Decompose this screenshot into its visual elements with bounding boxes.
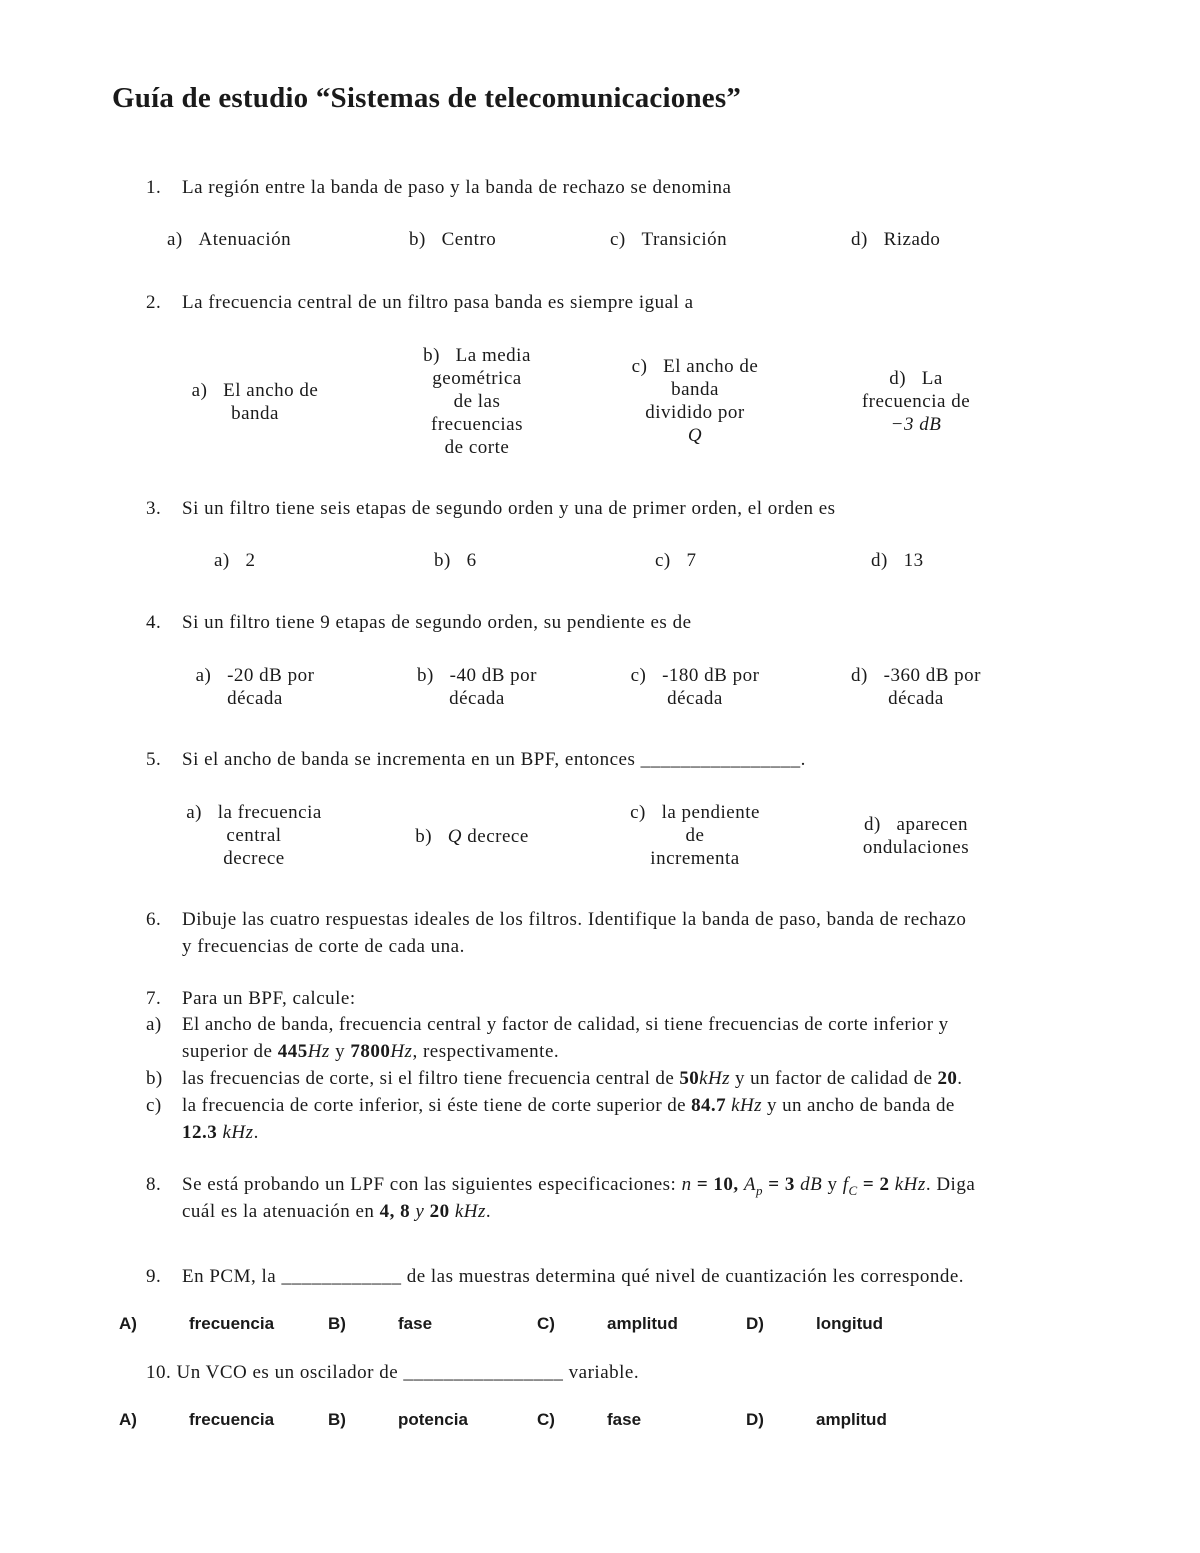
question-text: La frecuencia central de un filtro pasa banda es siempre igual a: [182, 292, 694, 313]
part-letter: c): [146, 1095, 162, 1116]
question-text: La región entre la banda de paso y la banda de rechazo se denomina: [182, 177, 732, 198]
option-text: -180 dB por: [662, 665, 760, 686]
part-letter: b): [146, 1068, 163, 1089]
math-subscript: C: [848, 1182, 858, 1198]
option-text: Transición: [641, 229, 728, 250]
part-text: la frecuencia de corte inferior, si éste tiene de corte superior de: [182, 1095, 686, 1116]
option-letter: c): [610, 229, 626, 250]
question-text: y: [827, 1174, 838, 1195]
option-text: década: [449, 688, 505, 709]
question-5: [146, 749, 806, 771]
question-number: 8.: [146, 1174, 162, 1195]
math-value: 20: [429, 1201, 450, 1222]
question-number: 9.: [146, 1266, 162, 1287]
option-letter: a): [214, 550, 230, 571]
page-title: Guía de estudio “Sistemas de telecomunicaciones”: [112, 82, 742, 114]
math-value: 84.7: [691, 1095, 726, 1116]
math-value: 12.3: [182, 1122, 218, 1143]
option-text: -360 dB por: [883, 665, 981, 686]
q7-part-c: [146, 1095, 955, 1117]
option-letter: c): [630, 802, 646, 823]
q1-option-b: [409, 229, 496, 251]
option-letter: c): [655, 550, 671, 571]
option-letter: c): [630, 665, 647, 686]
question-number: 6.: [146, 909, 162, 930]
question-8: [146, 1174, 975, 1199]
option-letter: a): [191, 380, 208, 401]
q3-option-a: [214, 550, 256, 572]
option-letter: c): [631, 356, 648, 377]
q10-option-a: frecuencia: [189, 1410, 275, 1429]
math-unit: Hz: [390, 1041, 413, 1062]
question-text: de las muestras determina qué nivel de cuantización les corresponde.: [406, 1266, 965, 1287]
option-letter: d): [871, 550, 888, 571]
question-text: .: [485, 1201, 492, 1222]
q10-option-c-letter: C): [537, 1410, 555, 1429]
option-text: de corte: [444, 437, 510, 458]
question-4: [146, 612, 692, 634]
question-number: 7.: [146, 988, 162, 1009]
q1-option-d: [851, 229, 940, 251]
q9-option-a: frecuencia: [189, 1314, 275, 1333]
option-text: Atenuación: [198, 229, 292, 250]
q7-part-a: [146, 1014, 949, 1036]
option-text: frecuencias: [431, 414, 523, 435]
q5-option-c: [570, 801, 820, 870]
q2-option-b: [372, 344, 582, 459]
question-text: Si un filtro tiene seis etapas de segundo orden y una de primer orden, el orden es: [182, 498, 836, 519]
math-symbol: n: [681, 1174, 692, 1195]
math-unit: Hz: [307, 1041, 330, 1062]
option-text: decrece: [467, 826, 529, 847]
math-value: = 10,: [696, 1174, 739, 1195]
part-text: las frecuencias de corte, si el filtro tiene frecuencia central de: [182, 1068, 675, 1089]
q4-option-d: [811, 664, 1021, 710]
option-text: década: [667, 688, 723, 709]
option-text: -20 dB por: [227, 665, 315, 686]
answer-blank: ____________: [281, 1266, 402, 1287]
math-value: = 3: [768, 1174, 795, 1195]
question-text: Se está probando un LPF con las siguientes especificaciones:: [182, 1174, 677, 1195]
part-text: superior de: [182, 1041, 273, 1062]
math-unit: kHz: [894, 1174, 926, 1195]
question-number: 3.: [146, 498, 162, 519]
q2-option-d: [811, 367, 1021, 436]
option-letter: a): [195, 665, 212, 686]
question-text: Si el ancho de banda se incrementa en un BPF, entonces ________________.: [182, 749, 806, 770]
part-text: El ancho de banda, frecuencia central y factor de calidad, si tiene frecuencias de corte inferior y: [182, 1014, 949, 1035]
q1-option-c: [610, 229, 727, 251]
option-letter: a): [167, 229, 183, 250]
math-unit: dB: [800, 1174, 823, 1195]
question-1: [146, 177, 731, 199]
answer-blank: ________________: [403, 1362, 564, 1383]
option-text: El ancho de: [223, 380, 319, 401]
part-text: .: [957, 1068, 963, 1089]
q2-option-a: [150, 379, 360, 425]
q9-option-a-letter: A): [119, 1314, 137, 1333]
q9-option-c-letter: C): [537, 1314, 555, 1333]
question-text: En PCM, la: [182, 1266, 277, 1287]
option-text: central: [226, 825, 282, 846]
q10-option-c: fase: [607, 1410, 642, 1429]
question-10: [146, 1362, 639, 1384]
option-text: ondulaciones: [862, 837, 970, 858]
question-text: Si un filtro tiene 9 etapas de segundo orden, su pendiente es de: [182, 612, 692, 633]
option-text: incrementa: [650, 848, 740, 869]
math-symbol: Q: [687, 425, 703, 446]
question-6-continuation: y frecuencias de corte de cada una.: [182, 936, 465, 957]
option-text: La: [921, 368, 943, 389]
q10-option-d-letter: D): [746, 1410, 764, 1429]
option-text: 13: [903, 550, 924, 571]
option-letter: b): [415, 826, 433, 847]
q7-part-a-continuation: [182, 1041, 559, 1063]
option-text: banda: [231, 403, 279, 424]
option-letter: b): [409, 229, 426, 250]
question-2: [146, 292, 694, 314]
math-unit: kHz: [454, 1201, 486, 1222]
option-letter: b): [434, 550, 451, 571]
option-text: dividido por: [645, 402, 745, 423]
option-text: aparecen: [896, 814, 969, 835]
q10-option-b: potencia: [398, 1410, 468, 1429]
option-text: la frecuencia: [217, 802, 322, 823]
q9-option-b-letter: B): [328, 1314, 346, 1333]
part-text: y: [335, 1041, 346, 1062]
q4-option-c: [590, 664, 800, 710]
q7-part-c-continuation: [182, 1122, 259, 1144]
part-text: y un factor de calidad de: [735, 1068, 933, 1089]
q9-option-b: fase: [398, 1314, 433, 1333]
option-text: frecuencia de: [861, 391, 971, 412]
option-text: de las: [453, 391, 501, 412]
math-unit: kHz: [222, 1122, 254, 1143]
q9-option-d-letter: D): [746, 1314, 764, 1333]
option-letter: a): [186, 802, 202, 823]
option-text: La media: [455, 345, 531, 366]
q4-option-b: [372, 664, 582, 710]
option-text: decrece: [223, 848, 285, 869]
q1-option-a: [167, 229, 291, 251]
math-value: 20: [937, 1068, 958, 1089]
part-text: y un ancho de banda de: [767, 1095, 955, 1116]
option-text: década: [888, 688, 944, 709]
option-letter: d): [851, 229, 868, 250]
q3-option-c: [655, 550, 697, 572]
question-number: 2.: [146, 292, 162, 313]
question-text: variable.: [568, 1362, 640, 1383]
q2-option-c: [590, 355, 800, 447]
option-text: Centro: [441, 229, 497, 250]
math-value: 7800: [350, 1041, 391, 1062]
question-text: Para un BPF, calcule:: [182, 988, 356, 1009]
option-letter: d): [851, 665, 868, 686]
math-symbol: A: [743, 1174, 757, 1195]
math-symbol: f: [842, 1174, 849, 1195]
math-symbol: Q: [447, 826, 463, 847]
question-number: 10.: [146, 1362, 172, 1383]
option-letter: d): [863, 814, 881, 835]
part-text: , respectivamente.: [412, 1041, 560, 1062]
math-value: 445: [277, 1041, 308, 1062]
math-expression: −3 dB: [890, 414, 942, 435]
q10-option-d: amplitud: [816, 1410, 887, 1429]
math-value: 4, 8: [379, 1201, 411, 1222]
math-symbol: y: [415, 1201, 425, 1222]
q10-option-b-letter: B): [328, 1410, 346, 1429]
q9-option-d: longitud: [816, 1314, 884, 1333]
option-letter: b): [423, 345, 440, 366]
question-7: [146, 988, 356, 1010]
question-number: 4.: [146, 612, 162, 633]
option-text: Rizado: [883, 229, 941, 250]
option-text: la pendiente: [661, 802, 760, 823]
question-text: cuál es la atenuación en: [182, 1201, 375, 1222]
option-letter: d): [889, 368, 907, 389]
q5-option-d: [801, 813, 1031, 859]
question-9: [146, 1266, 964, 1288]
math-value: 50: [679, 1068, 700, 1089]
question-text: . Diga: [925, 1174, 976, 1195]
option-text: década: [227, 688, 283, 709]
question-text: Dibuje las cuatro respuestas ideales de los filtros. Identifique la banda de paso, banda de rechazo: [182, 909, 967, 930]
option-text: -40 dB por: [449, 665, 537, 686]
math-unit: kHz: [731, 1095, 762, 1116]
math-subscript: p: [756, 1182, 764, 1198]
question-number: 5.: [146, 749, 162, 770]
q10-option-a-letter: A): [119, 1410, 137, 1429]
option-text: 7: [686, 550, 697, 571]
question-6: [146, 909, 966, 931]
option-text: de: [685, 825, 705, 846]
part-letter: a): [146, 1014, 162, 1035]
option-text: 6: [466, 550, 477, 571]
question-number: 1.: [146, 177, 162, 198]
question-text: Un VCO es un oscilador de: [176, 1362, 399, 1383]
q4-option-a: [150, 664, 360, 710]
option-text: geométrica: [432, 368, 522, 389]
option-text: El ancho de: [663, 356, 759, 377]
q5-option-a: [134, 801, 374, 870]
question-8-continuation: [182, 1201, 491, 1223]
math-value: = 2: [862, 1174, 890, 1195]
q7-part-b: [146, 1068, 962, 1090]
option-text: banda: [671, 379, 719, 400]
q3-option-b: [434, 550, 477, 572]
q3-option-d: [871, 550, 924, 572]
q9-option-c: amplitud: [607, 1314, 678, 1333]
math-unit: kHz: [699, 1068, 730, 1089]
part-text: .: [253, 1122, 259, 1143]
q5-option-b: [352, 825, 592, 848]
option-letter: b): [417, 665, 434, 686]
question-3: [146, 498, 836, 520]
option-text: 2: [245, 550, 256, 571]
